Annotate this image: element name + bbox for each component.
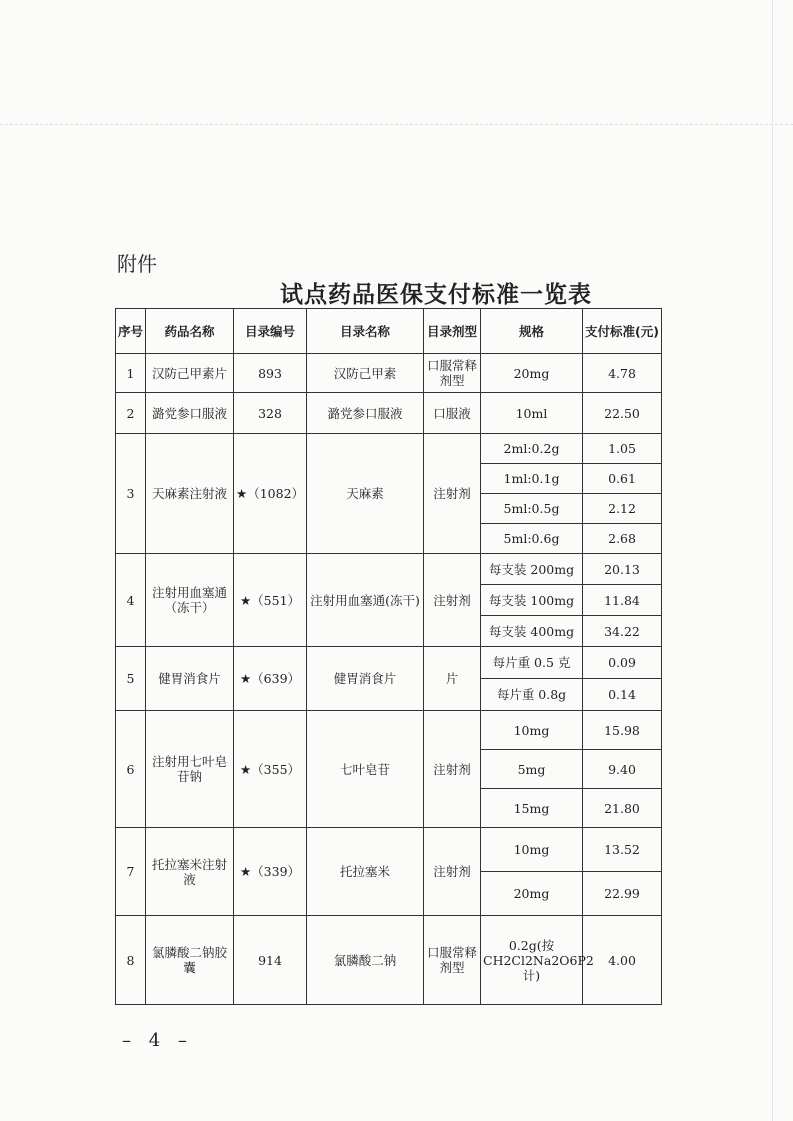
cell-catalog-name: 潞党参口服液 — [307, 393, 424, 434]
cell-price: 0.61 — [583, 464, 662, 494]
cell-spec: 每片重 0.8g — [481, 679, 583, 711]
cell-catalog-name: 汉防己甲素 — [307, 354, 424, 393]
header-no: 序号 — [116, 309, 146, 354]
header-price: 支付标准(元) — [583, 309, 662, 354]
table-row — [116, 828, 662, 872]
cell-catalog-name: 七叶皂苷 — [307, 711, 424, 828]
cell-catalog-code: ★（551） — [234, 554, 307, 647]
cell-dosage-form: 口服常释剂型 — [424, 354, 481, 393]
cell-spec: 5mg — [481, 750, 583, 789]
cell-price: 9.40 — [583, 750, 662, 789]
cell-spec: 每支装 400mg — [481, 616, 583, 647]
cell-spec: 每支装 100mg — [481, 585, 583, 616]
cell-spec: 10mg — [481, 828, 583, 872]
cell-price: 13.52 — [583, 828, 662, 872]
cell-price: 22.99 — [583, 872, 662, 916]
cell-no: 4 — [116, 554, 146, 647]
cell-drug-name: 注射用血塞通（冻干） — [146, 554, 234, 647]
cell-price: 34.22 — [583, 616, 662, 647]
cell-dosage-form: 注射剂 — [424, 828, 481, 916]
page-number: – 4 – — [122, 1030, 193, 1051]
cell-drug-name: 注射用七叶皂苷钠 — [146, 711, 234, 828]
cell-no: 8 — [116, 916, 146, 1005]
cell-price: 2.68 — [583, 524, 662, 554]
cell-spec: 10mg — [481, 711, 583, 750]
cell-catalog-code: ★（1082） — [234, 434, 307, 554]
cell-dosage-form: 注射剂 — [424, 434, 481, 554]
header-spec: 规格 — [481, 309, 583, 354]
header-dosage-form: 目录剂型 — [424, 309, 481, 354]
table-row — [116, 916, 662, 1005]
cell-drug-name: 健胃消食片 — [146, 647, 234, 711]
cell-spec: 每片重 0.5 克 — [481, 647, 583, 679]
cell-no: 5 — [116, 647, 146, 711]
cell-spec: 5ml:0.6g — [481, 524, 583, 554]
cell-price: 21.80 — [583, 789, 662, 828]
drug-payment-table — [115, 308, 662, 1005]
cell-drug-name: 潞党参口服液 — [146, 393, 234, 434]
cell-no: 7 — [116, 828, 146, 916]
cell-no: 6 — [116, 711, 146, 828]
cell-no: 2 — [116, 393, 146, 434]
cell-price: 4.78 — [583, 354, 662, 393]
document-title: 试点药品医保支付标准一览表 — [280, 282, 592, 308]
cell-spec: 1ml:0.1g — [481, 464, 583, 494]
cell-spec: 2ml:0.2g — [481, 434, 583, 464]
header-catalog-name: 目录名称 — [307, 309, 424, 354]
cell-spec: 5ml:0.5g — [481, 494, 583, 524]
cell-catalog-code: 893 — [234, 354, 307, 393]
cell-dosage-form: 注射剂 — [424, 554, 481, 647]
cell-catalog-code: 328 — [234, 393, 307, 434]
cell-no: 1 — [116, 354, 146, 393]
header-drug-name: 药品名称 — [146, 309, 234, 354]
cell-price: 20.13 — [583, 554, 662, 585]
cell-price: 15.98 — [583, 711, 662, 750]
table-row — [116, 711, 662, 750]
cell-catalog-name: 健胃消食片 — [307, 647, 424, 711]
cell-dosage-form: 口服常释剂型 — [424, 916, 481, 1005]
cell-spec: 15mg — [481, 789, 583, 828]
scan-fold-line — [0, 124, 793, 125]
cell-spec: 20mg — [481, 872, 583, 916]
cell-price: 0.09 — [583, 647, 662, 679]
table-row — [116, 393, 662, 434]
cell-catalog-code: ★（339） — [234, 828, 307, 916]
cell-spec: 每支装 200mg — [481, 554, 583, 585]
cell-drug-name: 托拉塞米注射液 — [146, 828, 234, 916]
cell-no: 3 — [116, 434, 146, 554]
cell-catalog-name: 托拉塞米 — [307, 828, 424, 916]
cell-catalog-name: 天麻素 — [307, 434, 424, 554]
cell-drug-name: 氯膦酸二钠胶囊 — [146, 916, 234, 1005]
table-row — [116, 647, 662, 679]
cell-dosage-form: 注射剂 — [424, 711, 481, 828]
cell-price: 2.12 — [583, 494, 662, 524]
cell-spec: 0.2g(按 CH2Cl2Na2O6P2 计) — [481, 916, 583, 1005]
header-catalog-code: 目录编号 — [234, 309, 307, 354]
cell-drug-name: 天麻素注射液 — [146, 434, 234, 554]
attachment-label: 附件 — [117, 252, 157, 276]
cell-catalog-code: 914 — [234, 916, 307, 1005]
cell-dosage-form: 口服液 — [424, 393, 481, 434]
cell-price: 22.50 — [583, 393, 662, 434]
cell-dosage-form: 片 — [424, 647, 481, 711]
table-row — [116, 434, 662, 464]
table-row — [116, 554, 662, 585]
cell-spec: 10ml — [481, 393, 583, 434]
cell-catalog-code: ★（639） — [234, 647, 307, 711]
scan-edge-line — [772, 0, 773, 1121]
cell-price: 1.05 — [583, 434, 662, 464]
cell-catalog-name: 注射用血塞通(冻干) — [307, 554, 424, 647]
cell-price: 11.84 — [583, 585, 662, 616]
cell-price: 4.00 — [583, 916, 662, 1005]
cell-catalog-code: ★（355） — [234, 711, 307, 828]
cell-drug-name: 汉防己甲素片 — [146, 354, 234, 393]
cell-catalog-name: 氯膦酸二钠 — [307, 916, 424, 1005]
table-header-row — [116, 309, 662, 354]
cell-price: 0.14 — [583, 679, 662, 711]
cell-spec: 20mg — [481, 354, 583, 393]
table-row — [116, 354, 662, 393]
